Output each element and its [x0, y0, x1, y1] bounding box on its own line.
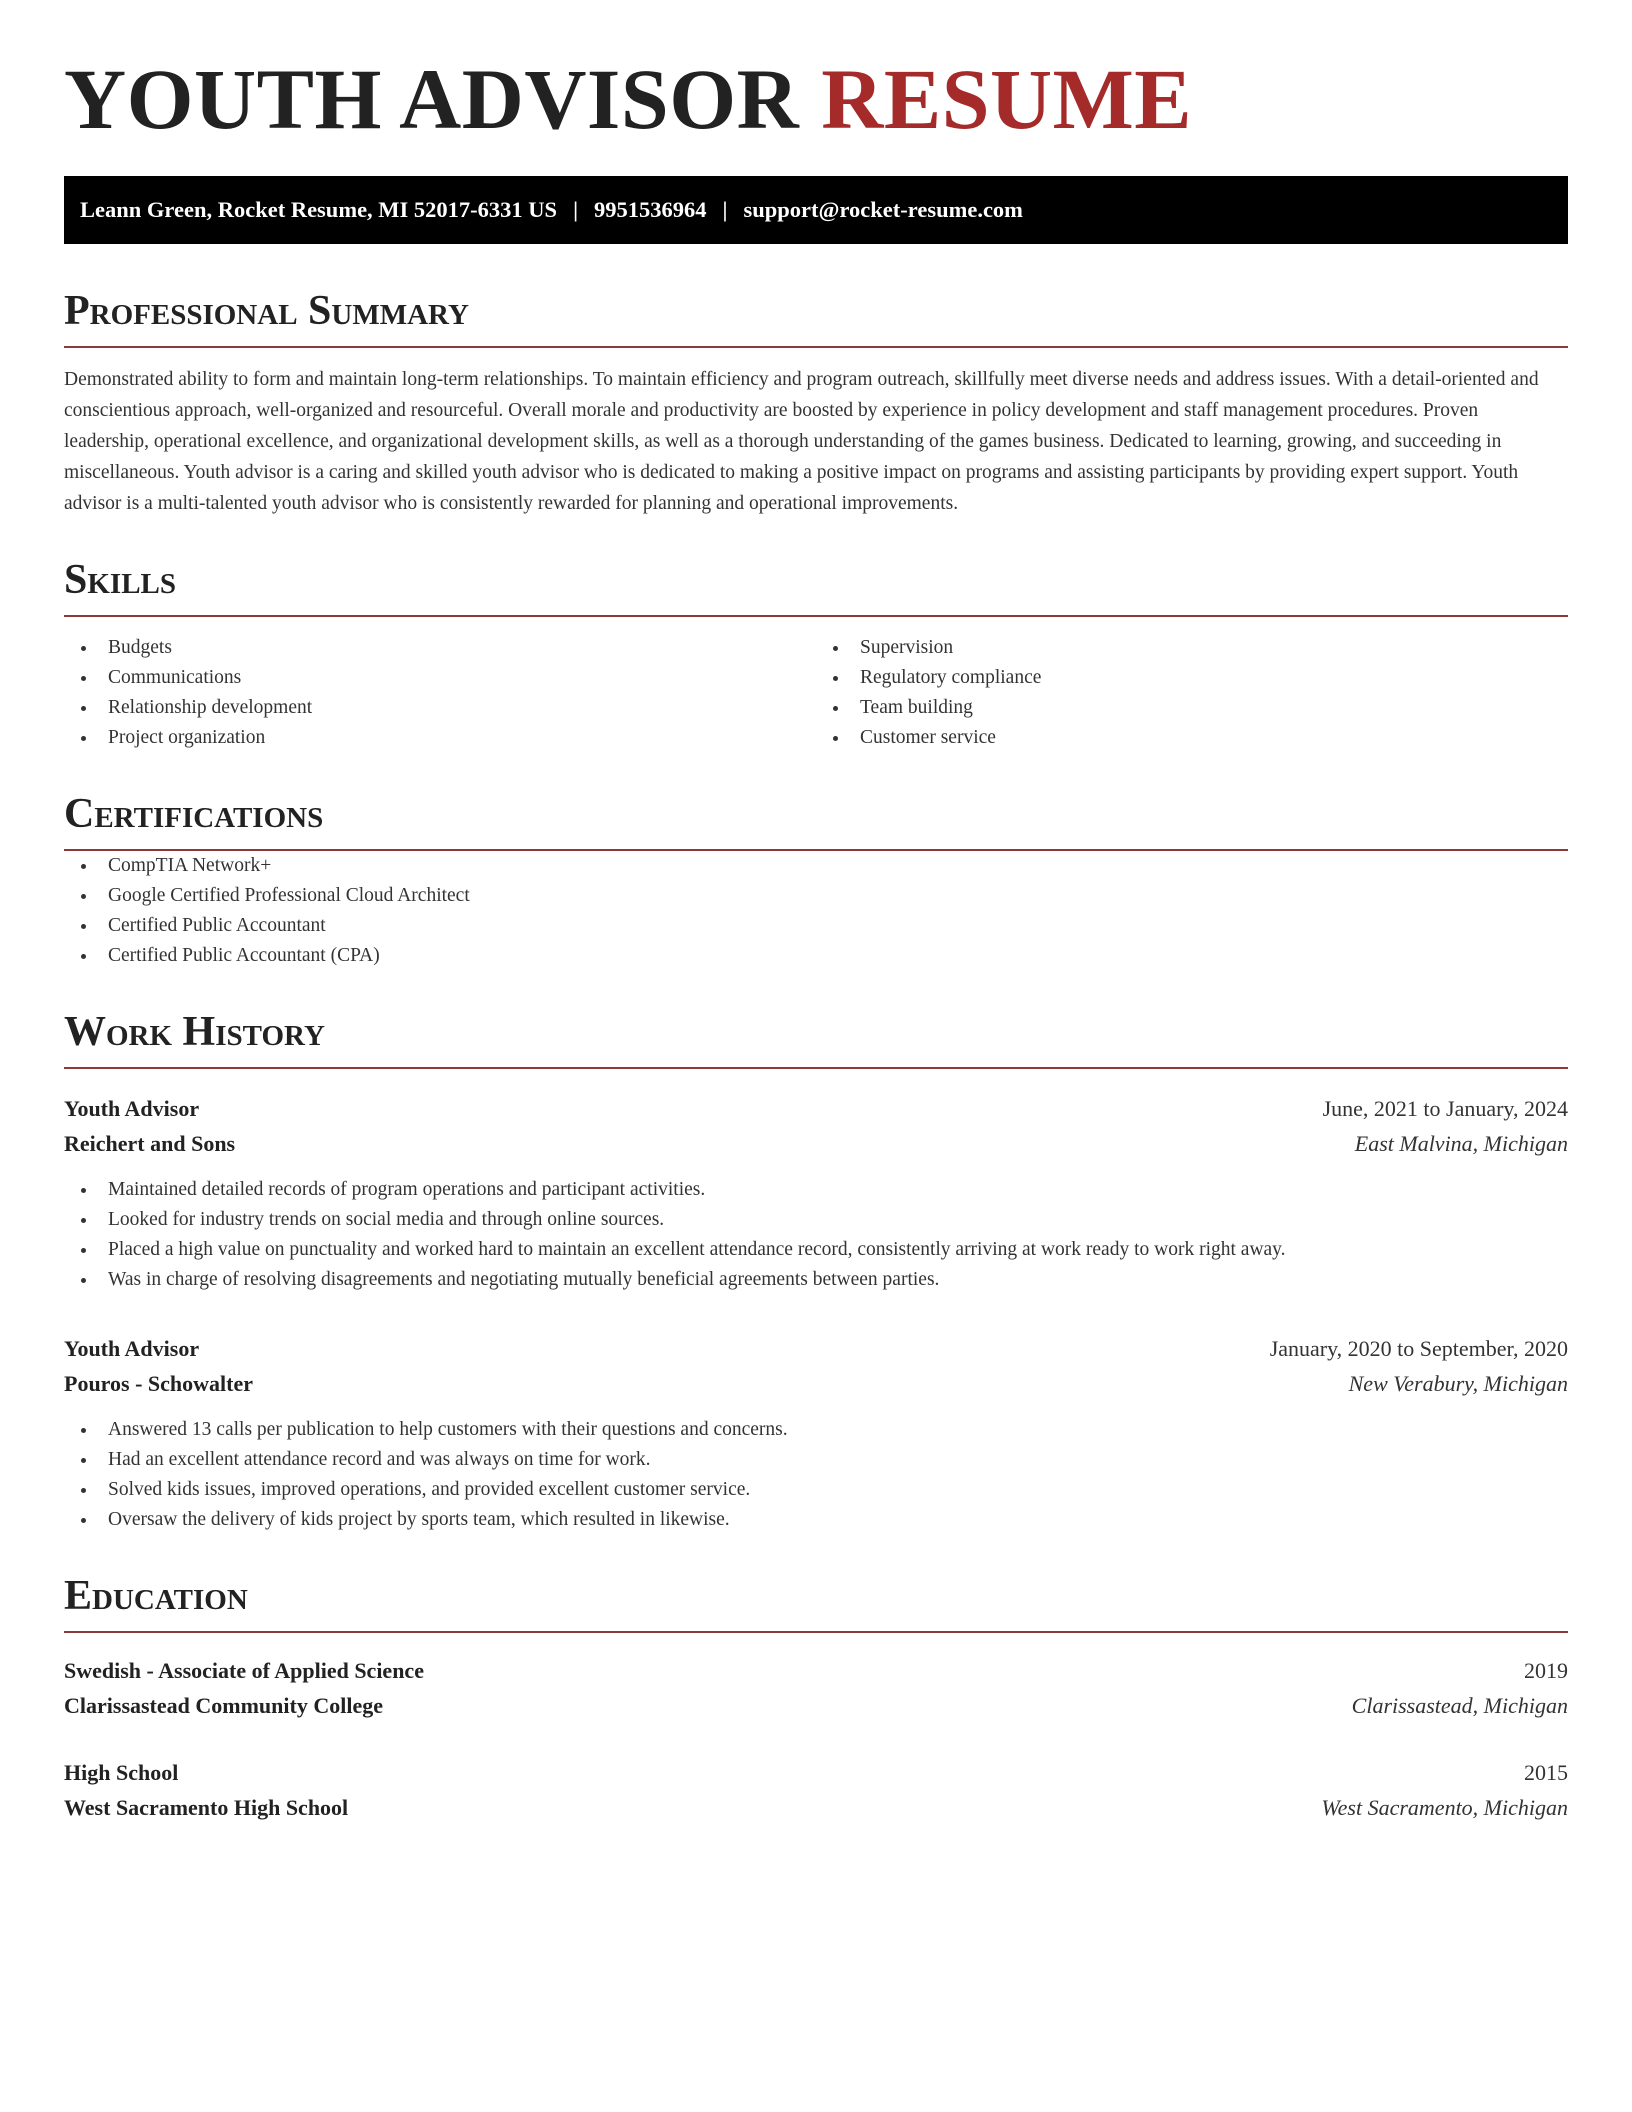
- summary-section: [64, 290, 1568, 519]
- education-degree-row: [64, 1653, 1568, 1688]
- education-degree: High School: [64, 1760, 179, 1785]
- job-duty: Answered 13 calls per publication to help customers with their questions and concerns.: [64, 1415, 1568, 1445]
- job-duty: Oversaw the delivery of kids project by sports team, which resulted in likewise.: [64, 1505, 1568, 1535]
- skills-grid: [64, 633, 1568, 753]
- job-header-row: [64, 1091, 1568, 1126]
- education-school-row: [64, 1790, 1568, 1825]
- job-entry: [64, 1091, 1568, 1295]
- section-heading-skills: Skills: [64, 559, 1568, 617]
- certification-item: CompTIA Network+: [64, 851, 1568, 881]
- job-dates: January, 2020 to September, 2020: [1269, 1336, 1568, 1361]
- certification-item: Google Certified Professional Cloud Architect: [64, 881, 1568, 911]
- job-title: Youth Advisor: [64, 1336, 200, 1361]
- education-school: West Sacramento High School: [64, 1795, 349, 1820]
- contact-separator: |: [573, 197, 579, 222]
- certifications-list: [64, 851, 1568, 971]
- education-year: 2015: [1524, 1760, 1568, 1785]
- skill-item: Supervision: [816, 633, 1568, 663]
- job-duties-list: [64, 1175, 1568, 1295]
- skill-item: Budgets: [64, 633, 816, 663]
- education-section: [64, 1575, 1568, 1825]
- education-location: West Sacramento, Michigan: [1321, 1795, 1568, 1820]
- section-heading-summary: Professional Summary: [64, 290, 1568, 348]
- contact-phone: 9951536964: [594, 197, 707, 222]
- job-title: Youth Advisor: [64, 1096, 200, 1121]
- skill-item: Regulatory compliance: [816, 663, 1568, 693]
- job-dates: June, 2021 to January, 2024: [1322, 1096, 1568, 1121]
- summary-text: Demonstrated ability to form and maintain long-term relationships. To maintain efficiency and program outreach, skillfully meet diverse needs and address issues. With a detail-oriented and conscientious approach, well-organized and resourceful. Overall morale and productivity are boosted by experience in policy development and staff management procedures. Proven leadership, operational excellence, and organizational development skills, as well as a thorough understanding of the games business. Dedicated to learning, growing, and succeeding in miscellaneous. Youth advisor is a caring and skilled youth advisor who is dedicated to making a positive impact on programs and assisting participants by providing expert support. Youth advisor is a multi-talented youth advisor who is consistently rewarded for planning and operational improvements.: [64, 369, 1539, 514]
- skill-item: Customer service: [816, 723, 1568, 753]
- job-duty: Had an excellent attendance record and was always on time for work.: [64, 1445, 1568, 1475]
- education-entry: [64, 1653, 1568, 1723]
- job-duty: Maintained detailed records of program operations and participant activities.: [64, 1175, 1568, 1205]
- skill-item: Project organization: [64, 723, 816, 753]
- section-heading-education: Education: [64, 1575, 1568, 1633]
- section-heading-certifications: Certifications: [64, 793, 1568, 851]
- job-duty: Solved kids issues, improved operations, and provided excellent customer service.: [64, 1475, 1568, 1505]
- job-location: New Verabury, Michigan: [1348, 1371, 1568, 1396]
- education-year: 2019: [1524, 1658, 1568, 1683]
- skills-section: [64, 559, 1568, 753]
- job-location: East Malvina, Michigan: [1354, 1131, 1568, 1156]
- education-degree-row: [64, 1755, 1568, 1790]
- certifications-section: [64, 793, 1568, 971]
- contact-bar: [64, 176, 1568, 244]
- job-duty: Was in charge of resolving disagreements and negotiating mutually beneficial agreements between parties.: [64, 1265, 1568, 1295]
- education-school: Clarissastead Community College: [64, 1693, 383, 1718]
- skills-list-right: [816, 633, 1568, 753]
- job-duty: Placed a high value on punctuality and worked hard to maintain an excellent attendance record, consistently arriving at work ready to work right away.: [64, 1235, 1568, 1265]
- education-location: Clarissastead, Michigan: [1351, 1693, 1568, 1718]
- skill-item: Communications: [64, 663, 816, 693]
- education-degree: Swedish - Associate of Applied Science: [64, 1658, 424, 1683]
- job-duty: Looked for industry trends on social media and through online sources.: [64, 1205, 1568, 1235]
- job-duties-list: [64, 1415, 1568, 1535]
- job-entry: [64, 1331, 1568, 1535]
- job-company-row: [64, 1126, 1568, 1161]
- education-entry: [64, 1755, 1568, 1825]
- certification-item: Certified Public Accountant (CPA): [64, 941, 1568, 971]
- work-history-section: [64, 1011, 1568, 1535]
- resume-title: [64, 51, 1568, 147]
- certification-item: Certified Public Accountant: [64, 911, 1568, 941]
- education-school-row: [64, 1688, 1568, 1723]
- section-heading-work: Work History: [64, 1011, 1568, 1069]
- job-header-row: [64, 1331, 1568, 1366]
- skill-item: Relationship development: [64, 693, 816, 723]
- contact-separator: |: [722, 197, 728, 222]
- contact-address: Leann Green, Rocket Resume, MI 52017-6331 US: [80, 197, 558, 222]
- job-company-row: [64, 1366, 1568, 1401]
- skills-list-left: [64, 633, 816, 753]
- title-main: YOUTH ADVISOR: [64, 51, 800, 147]
- skill-item: Team building: [816, 693, 1568, 723]
- contact-email: support@rocket-resume.com: [743, 197, 1023, 222]
- job-company: Reichert and Sons: [64, 1131, 236, 1156]
- title-accent: RESUME: [821, 51, 1193, 147]
- job-company: Pouros - Schowalter: [64, 1371, 254, 1396]
